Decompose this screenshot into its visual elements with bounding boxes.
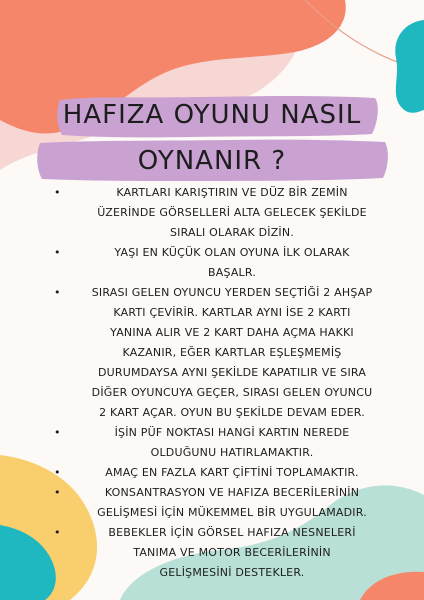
list-item-line: KONSANTRASYON VE HAFIZA BECERİLERİNİN — [104, 486, 360, 499]
list-item-line: ÜZERİNDE GÖRSELLERİ ALTA GELECEK ŞEKİLDE — [97, 206, 367, 219]
bullet-icon: • — [54, 426, 61, 439]
list-item-line: GELİŞMESİNİ DESTEKLER. — [159, 566, 305, 579]
list-item-line: TANIMA VE MOTOR BECERİLERİNİN — [133, 546, 331, 559]
list-item — [54, 243, 392, 283]
list-item-line: SIRASI GELEN OYUNCU YERDEN SEÇTİĞİ 2 AHŞAP — [91, 286, 373, 299]
bullet-icon: • — [54, 246, 61, 259]
list-item-line: DİĞER OYUNCUYA GEÇER, SIRASI GELEN OYUNCU — [91, 386, 373, 399]
list-item-line: İŞİN PÜF NOKTASI HANGİ KARTIN NEREDE — [114, 426, 350, 439]
list-item-line: AMAÇ EN FAZLA KART ÇİFTİNİ TOPLAMAKTIR. — [105, 466, 359, 479]
bullet-icon: • — [54, 486, 61, 499]
bullet-icon: • — [54, 466, 61, 479]
teal-blob — [395, 20, 424, 113]
list-item-line: 2 KART AÇAR. OYUN BU ŞEKİLDE DEVAM EDER. — [99, 406, 365, 419]
list-item-line: BEBEKLER İÇİN GÖRSEL HAFIZA NESNELERİ — [108, 526, 356, 539]
list-item-line: YAŞI EN KÜÇÜK OLAN OYUNA İLK OLARAK — [114, 246, 350, 259]
list-item-line: YANINA ALIR VE 2 KART DAHA AÇMA HAKKI — [110, 326, 354, 339]
list-item-line: GELİŞMESİ İÇİN MÜKEMMEL BİR UYGULAMADIR. — [97, 506, 367, 519]
list-item-line: OLDUĞUNU HATIRLAMAKTIR. — [150, 446, 314, 459]
page-title-line-1: HAFIZA OYUNU NASIL — [62, 100, 362, 130]
bullet-icon: • — [54, 286, 61, 299]
list-item-line: SIRALI OLARAK DİZİN. — [169, 226, 295, 239]
bullet-icon: • — [54, 526, 61, 539]
list-item — [54, 183, 392, 243]
list-item — [54, 523, 392, 583]
list-item-line: BAŞALR. — [207, 266, 257, 279]
instructions-list — [54, 183, 392, 583]
list-item-line: KARTLARI KARIŞTIRIN VE DÜZ BİR ZEMİN — [116, 186, 348, 199]
list-item-line: DURUMDAYSA AYNI ŞEKİLDE KAPATILIR VE SIRA — [97, 366, 367, 379]
page-title-line-2: OYNANIR ? — [137, 146, 287, 176]
bullet-icon: • — [54, 186, 61, 199]
list-item-line: KARTI ÇEVİRİR. KARTLAR AYNI İSE 2 KARTI — [113, 306, 351, 319]
list-item — [54, 463, 392, 483]
list-item-line: KAZANIR, EĞER KARTLAR EŞLEŞMEMİŞ — [122, 346, 342, 359]
list-item — [54, 283, 392, 423]
list-item — [54, 423, 392, 463]
list-item — [54, 483, 392, 523]
